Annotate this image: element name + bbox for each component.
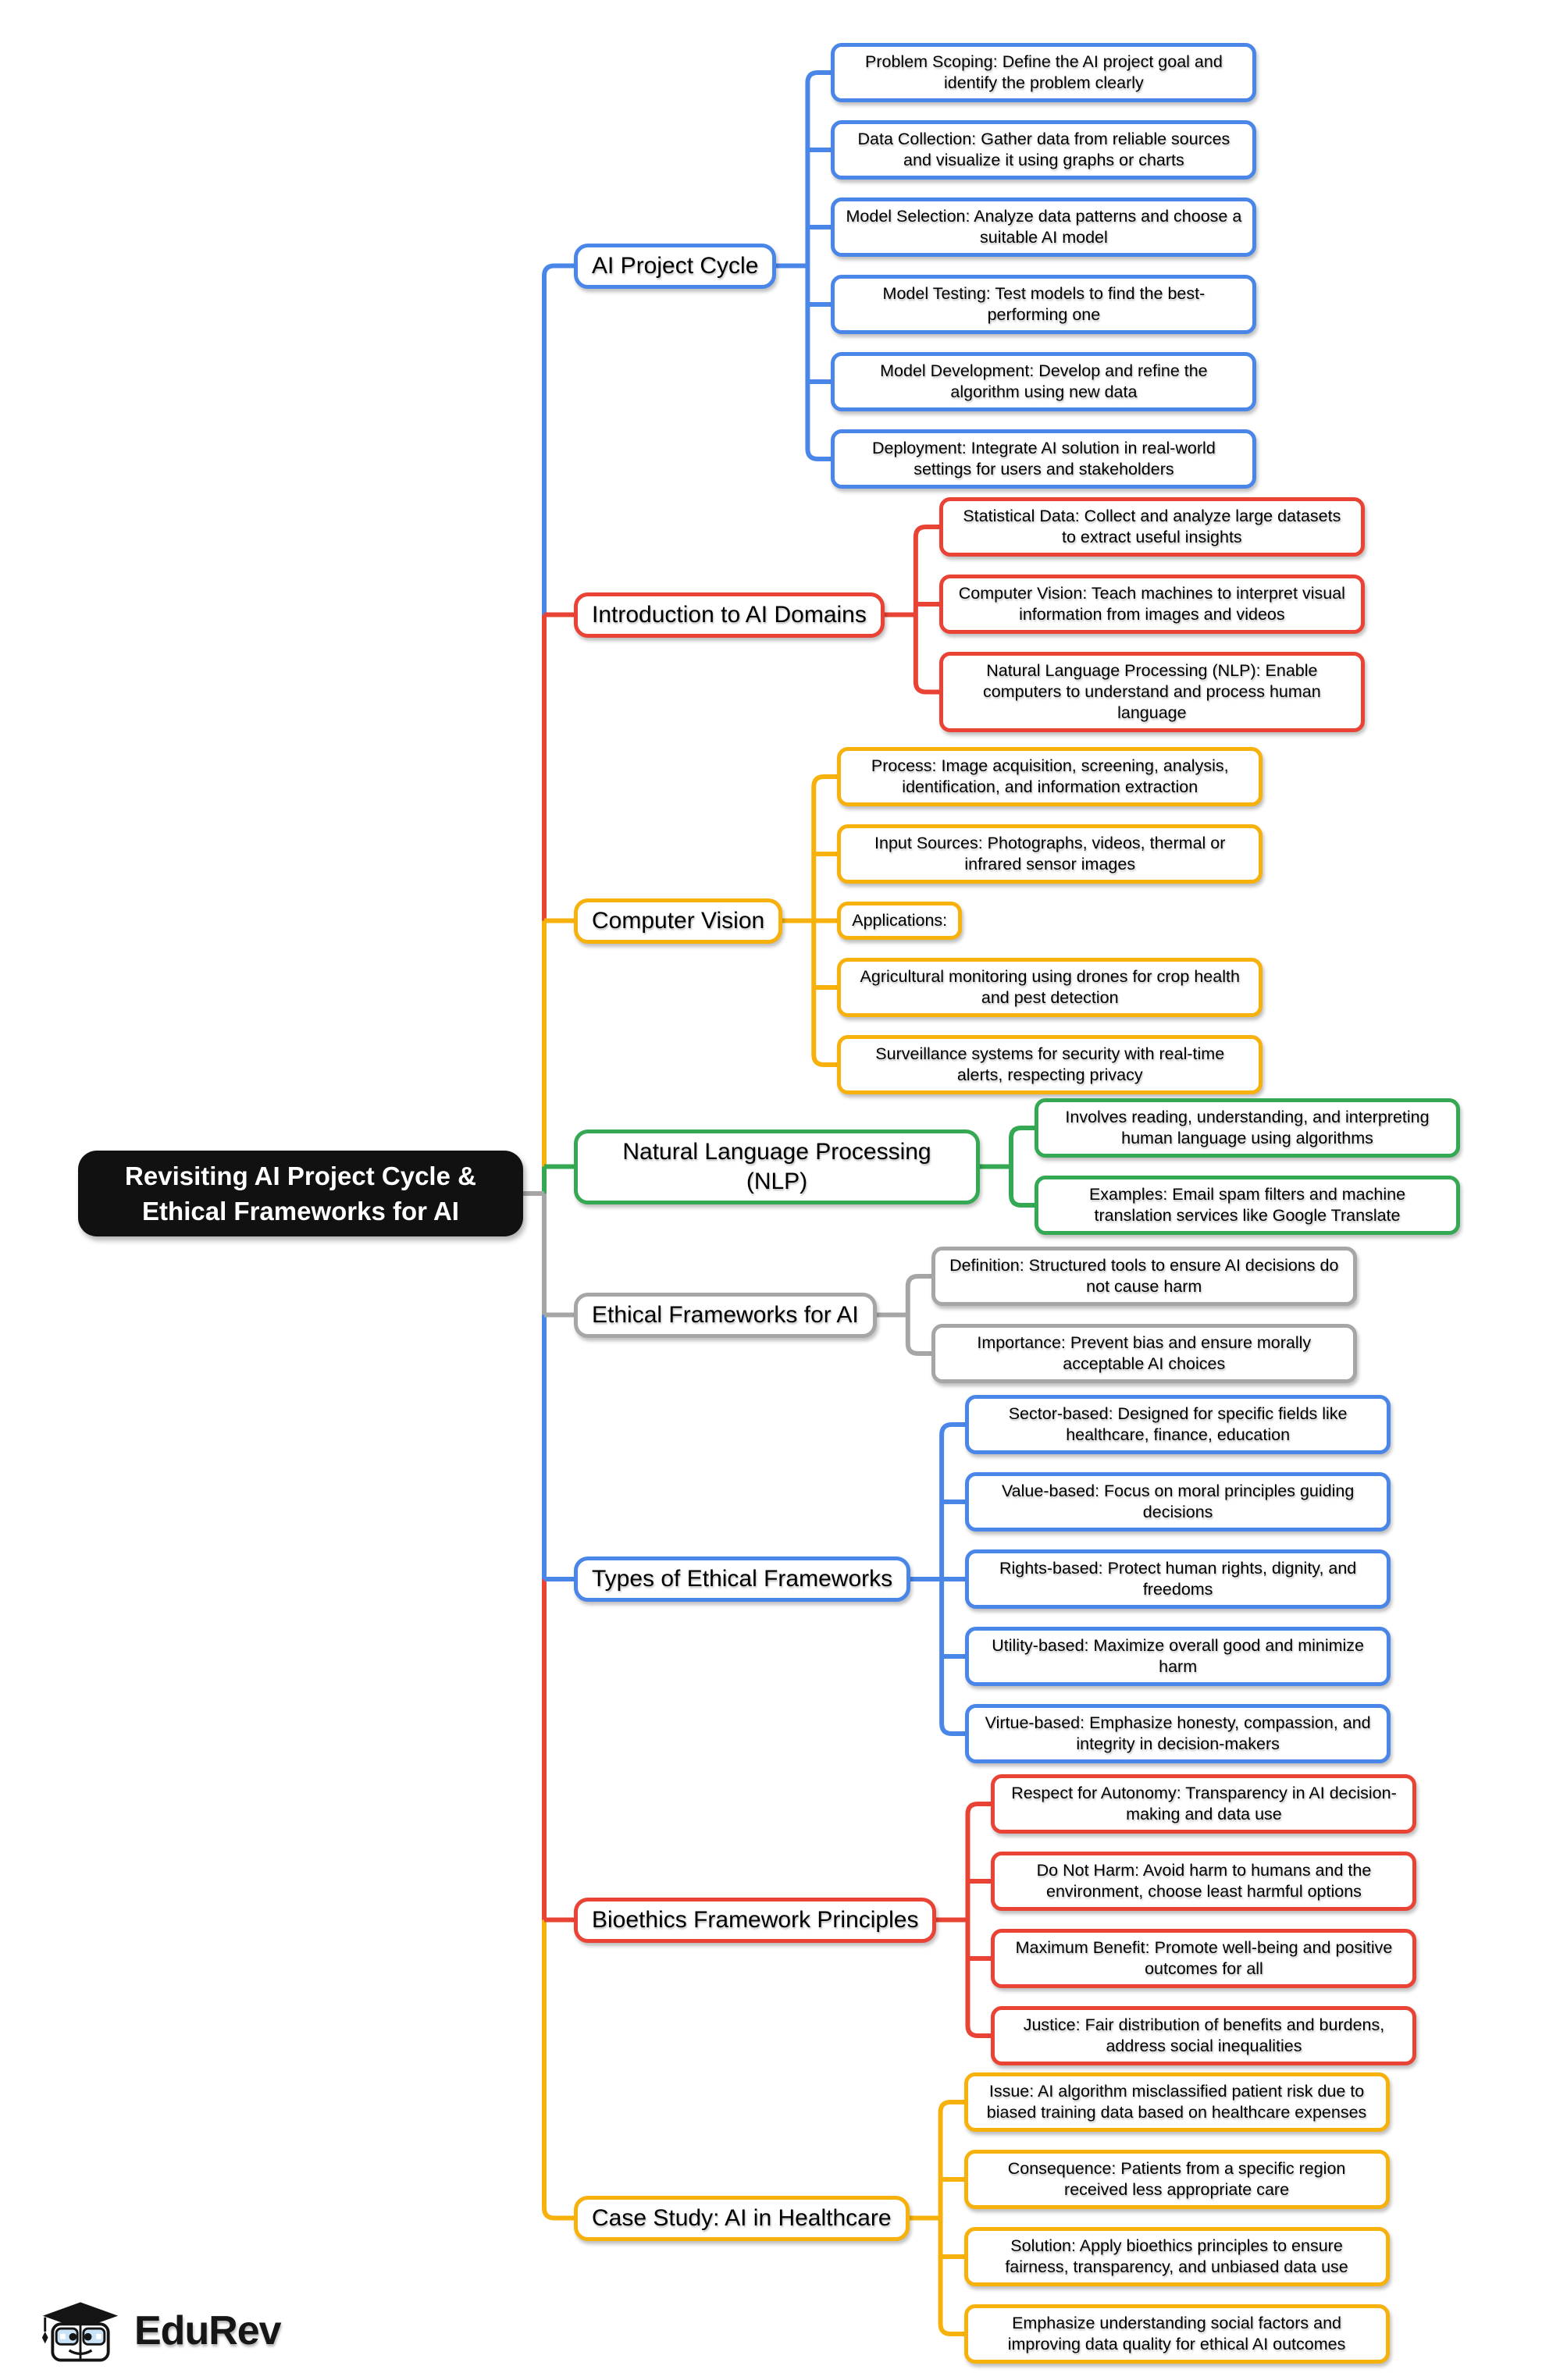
children-of-types-of-ethical-frameworks	[965, 1395, 1391, 1763]
child-node: Respect for Autonomy: Transparency in AI decision-making and data use	[991, 1774, 1416, 1834]
child-node: Applications:	[837, 902, 962, 940]
child-node: Value-based: Focus on moral principles guiding decisions	[965, 1472, 1391, 1532]
branch-natural-language-processing	[574, 1098, 1460, 1235]
child-node: Data Collection: Gather data from reliable sources and visualize it using graphs or charts	[831, 120, 1256, 180]
child-node: Model Testing: Test models to find the best-performing one	[831, 275, 1256, 334]
children-of-ethical-frameworks-for-ai	[931, 1247, 1357, 1383]
branch-ethical-frameworks-for-ai	[574, 1247, 1357, 1383]
branch-label-bioethics-framework-principles: Bioethics Framework Principles	[574, 1898, 936, 1943]
branch-label-computer-vision: Computer Vision	[574, 898, 782, 944]
children-of-bioethics-framework-principles	[991, 1774, 1416, 2065]
branch-case-study-ai-in-healthcare	[574, 2072, 1390, 2364]
branch-label-ethical-frameworks-for-ai: Ethical Frameworks for AI	[574, 1293, 877, 1338]
child-node: Definition: Structured tools to ensure AI decisions do not cause harm	[931, 1247, 1357, 1306]
children-of-ai-project-cycle	[831, 43, 1256, 489]
child-node: Utility-based: Maximize overall good and minimize harm	[965, 1627, 1391, 1686]
branch-label-case-study-ai-in-healthcare: Case Study: AI in Healthcare	[574, 2196, 910, 2241]
edurev-mascot-icon	[39, 2298, 122, 2364]
child-node: Do Not Harm: Avoid harm to humans and the environment, choose least harmful options	[991, 1852, 1416, 1911]
children-of-introduction-to-ai-domains	[939, 497, 1365, 732]
branch-label-ai-project-cycle: AI Project Cycle	[574, 244, 776, 289]
child-node: Consequence: Patients from a specific region received less appropriate care	[964, 2150, 1390, 2209]
branch-label-introduction-to-ai-domains: Introduction to AI Domains	[574, 592, 885, 638]
children-of-computer-vision	[837, 747, 1263, 1094]
root-node: Revisiting AI Project Cycle & Ethical Frameworks for AI	[78, 1151, 523, 1236]
child-node: Virtue-based: Emphasize honesty, compassion, and integrity in decision-makers	[965, 1704, 1391, 1763]
branch-types-of-ethical-frameworks	[574, 1395, 1391, 1763]
branch-introduction-to-ai-domains	[574, 497, 1365, 732]
edurev-logo[interactable]	[39, 2298, 281, 2364]
child-node: Surveillance systems for security with real-time alerts, respecting privacy	[837, 1035, 1263, 1094]
child-node: Justice: Fair distribution of benefits and burdens, address social inequalities	[991, 2006, 1416, 2065]
child-node: Issue: AI algorithm misclassified patient risk due to biased training data based on healthcare expenses	[964, 2072, 1390, 2132]
child-node: Statistical Data: Collect and analyze large datasets to extract useful insights	[939, 497, 1365, 557]
child-node: Emphasize understanding social factors and improving data quality for ethical AI outcomes	[964, 2304, 1390, 2364]
branch-label-natural-language-processing: Natural Language Processing (NLP)	[574, 1130, 980, 1204]
child-node: Solution: Apply bioethics principles to ensure fairness, transparency, and unbiased data use	[964, 2227, 1390, 2286]
branch-label-types-of-ethical-frameworks: Types of Ethical Frameworks	[574, 1556, 910, 1602]
branch-computer-vision	[574, 747, 1263, 1094]
child-node: Natural Language Processing (NLP): Enable computers to understand and process human language	[939, 652, 1365, 732]
child-node: Model Development: Develop and refine the algorithm using new data	[831, 352, 1256, 411]
child-node: Model Selection: Analyze data patterns and choose a suitable AI model	[831, 197, 1256, 257]
edurev-logo-text: EduRev	[134, 2308, 281, 2353]
branch-bioethics-framework-principles	[574, 1774, 1416, 2065]
child-node: Importance: Prevent bias and ensure morally acceptable AI choices	[931, 1324, 1357, 1383]
child-node: Maximum Benefit: Promote well-being and positive outcomes for all	[991, 1929, 1416, 1988]
children-of-natural-language-processing	[1035, 1098, 1460, 1235]
child-node: Agricultural monitoring using drones for crop health and pest detection	[837, 958, 1263, 1017]
child-node: Process: Image acquisition, screening, analysis, identification, and information extraction	[837, 747, 1263, 806]
child-node: Sector-based: Designed for specific fields like healthcare, finance, education	[965, 1395, 1391, 1454]
child-node: Computer Vision: Teach machines to interpret visual information from images and videos	[939, 575, 1365, 634]
children-of-case-study-ai-in-healthcare	[964, 2072, 1390, 2364]
child-node: Problem Scoping: Define the AI project goal and identify the problem clearly	[831, 43, 1256, 102]
child-node: Examples: Email spam filters and machine translation services like Google Translate	[1035, 1176, 1460, 1235]
child-node: Rights-based: Protect human rights, dignity, and freedoms	[965, 1549, 1391, 1609]
child-node: Input Sources: Photographs, videos, thermal or infrared sensor images	[837, 824, 1263, 884]
child-node: Deployment: Integrate AI solution in real-world settings for users and stakeholders	[831, 429, 1256, 489]
branch-ai-project-cycle	[574, 43, 1256, 489]
child-node: Involves reading, understanding, and interpreting human language using algorithms	[1035, 1098, 1460, 1158]
